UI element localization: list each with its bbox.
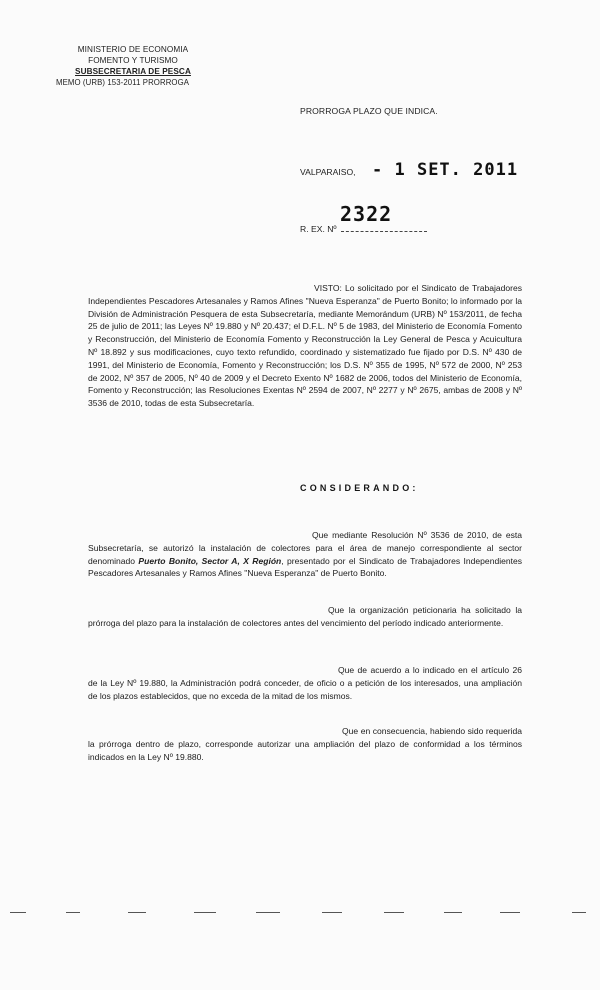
visto-lead: VISTO: xyxy=(314,283,342,293)
c4-text: Que en consecuencia, habiendo sido requerida la prórroga dentro de plazo, corresponde autorizar una ampliación del plazo de conformidad a los términos indicados en la Ley Nº 19.880. xyxy=(88,726,522,762)
ministry-name: MINISTERIO DE ECONOMIA xyxy=(77,45,189,54)
ministry-name-line2: FOMENTO Y TURISMO xyxy=(88,56,178,65)
considerando-heading: CONSIDERANDO: xyxy=(300,483,419,493)
scan-mark xyxy=(384,912,404,913)
considerando-paragraph-2 xyxy=(88,604,522,630)
resolution-label: R. EX. Nº xyxy=(300,224,337,234)
footer-scan-marks xyxy=(0,912,600,918)
place-label: VALPARAISO, xyxy=(300,167,356,177)
c2-text: Que la organización peticionaria ha solicitado la prórroga del plazo para la instalación de colectores antes del vencimiento del período indicado anteriormente. xyxy=(88,605,522,628)
resolution-number-line xyxy=(300,224,427,234)
scan-mark xyxy=(66,912,80,913)
place-date-line xyxy=(300,160,518,180)
scan-mark xyxy=(322,912,342,913)
scan-mark xyxy=(444,912,462,913)
c3-text: Que de acuerdo a lo indicado en el artículo 26 de la Ley Nº 19.880, la Administración podrá conceder, de oficio o a petición de los interesados, una ampliación de los plazos establecidos, que no exceda de la mitad de los mismos. xyxy=(88,665,522,701)
considerando-paragraph-1 xyxy=(88,529,522,580)
date-stamp: - 1 SET. 2011 xyxy=(372,160,519,180)
scan-mark xyxy=(572,912,586,913)
resolution-number-stamp: 2322 xyxy=(340,202,393,226)
visto-paragraph xyxy=(88,282,522,410)
scan-mark xyxy=(500,912,520,913)
c1-sector-name: Puerto Bonito, Sector A, X Región xyxy=(138,555,282,566)
scan-mark xyxy=(194,912,216,913)
visto-text: Lo solicitado por el Sindicato de Trabajadores Independientes Pescadores Artesanales y Ramos Afines "Nueva Esperanza" de Puerto Bonito; lo informado por la División de Administración Pesquera de esta Subsecretaría, mediante Memorándum (URB) Nº 153/2011, de fecha 25 de julio de 2011; las Leyes Nº 19.880 y Nº 20.437; el D.F.L. Nº 5 de 1983, del Ministerio de Economía Fomento y Reconstrucción, del Ministerio de Economía Fomento y Reconstrucción la Ley General de Pesca y Acuicultura Nº 18.892 y sus modificaciones, cuyo texto refundido, coordinado y sistematizado fue fijado por D.S. Nº 430 de 1991, del Ministerio de Economía, Fomento y Reconstrucción; los D.S. Nº 355 de 1995, Nº 572 de 2000, Nº 253 de 2002, Nº 357 de 2005, Nº 40 de 2009 y el Decreto Exento Nº 1682 de 2006, todos del Ministerio de Economía, Fomento y Reconstrucción; las Resoluciones Exentas Nº 2594 de 2007, Nº 2277 y Nº 2675, ambas de 2008 y Nº 3536 de 2010, todas de esta Subsecretaría. xyxy=(88,283,522,409)
considerando-paragraph-4 xyxy=(88,725,522,763)
c1-text-post: , presentado por el Sindicato de Trabajadores Independientes Pescadores Artesanales y Ramos Afines "Nueva Esperanza" de Puerto Bonito. xyxy=(88,555,523,579)
document-subject: PRORROGA PLAZO QUE INDICA. xyxy=(300,106,438,116)
scan-mark xyxy=(256,912,280,913)
resolution-blank-line xyxy=(341,231,427,232)
subsecretaria-name: SUBSECRETARIA DE PESCA xyxy=(75,67,191,76)
scan-mark xyxy=(10,912,26,913)
memo-reference: MEMO (URB) 153-2011 PRORROGA xyxy=(56,78,190,87)
considerando-paragraph-3 xyxy=(88,664,522,702)
letterhead xyxy=(38,44,228,88)
c1-text-pre: Que mediante Resolución Nº 3536 de 2010, de esta Subsecretaría, se autorizó la instalación de colectores para el área de manejo correspondiente al sector denominado xyxy=(88,530,522,566)
scan-mark xyxy=(128,912,146,913)
